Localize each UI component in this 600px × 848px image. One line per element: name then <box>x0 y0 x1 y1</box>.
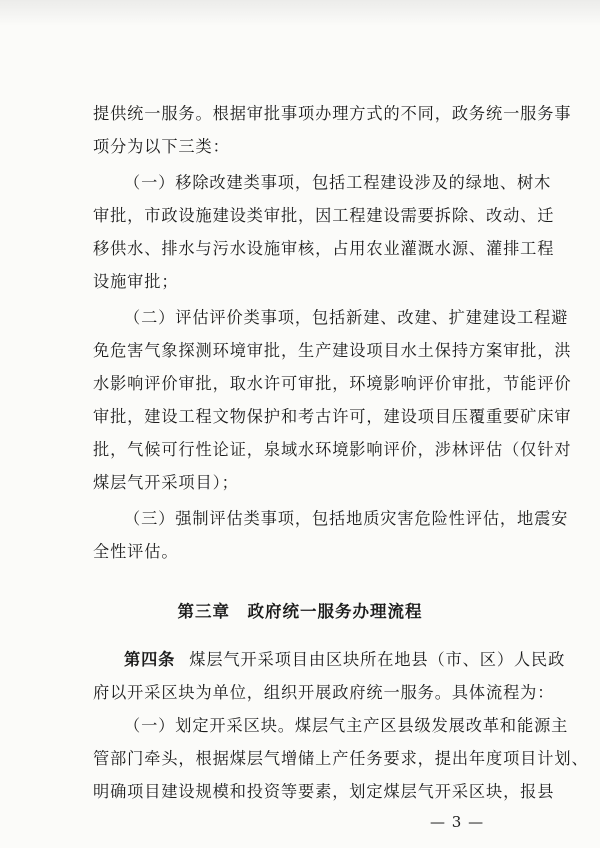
text-line-content: 明确项目建设规模和投资等要素，划定煤层气开采区块，报县 <box>93 782 555 801</box>
text-line-content: 煤层气开采项目）； <box>93 473 239 492</box>
text-line-content: 全性评估。 <box>93 542 179 561</box>
text-line-content: （一）划定开采区块。煤层气主产区县级发展改革和能源主 <box>124 716 569 735</box>
chapter-heading: 第三章 政府统一服务办理流程 <box>177 602 423 621</box>
scan-edge-shadow <box>0 0 600 26</box>
text-line <box>0 271 600 293</box>
text-line <box>0 136 600 158</box>
text-line-content: 煤层气开采项目由区块所在地县（市、区）人民政 <box>189 650 566 669</box>
article-label: 第四条 <box>124 650 176 669</box>
text-line-content: 水影响评价审批，取水许可审批，环境影响评价审批，节能评价 <box>93 374 572 393</box>
text-line-content: 免危害气象探测环境审批，生产建设项目水土保持方案审批，洪 <box>93 341 572 360</box>
text-line <box>0 373 600 395</box>
page-number: — 3 — <box>430 813 485 831</box>
text-line-content: 审批，建设工程文物保护和考古许可，建设项目压覆重要矿床审 <box>93 407 572 426</box>
text-line <box>0 172 600 194</box>
text-line <box>0 205 600 227</box>
text-line-content: （二）评估评价类事项，包括新建、改建、扩建建设工程避 <box>124 308 569 327</box>
text-line <box>0 682 600 704</box>
text-line-content: 府以开采区块为单位，组织开展政府统一服务。具体流程为： <box>93 683 555 702</box>
text-line <box>0 439 600 461</box>
text-line <box>0 406 600 428</box>
text-line-content: （三）强制评估类事项，包括地质灾害危险性评估，地震安 <box>124 509 569 528</box>
text-line <box>0 649 600 671</box>
text-line <box>0 541 600 563</box>
text-line <box>0 307 600 329</box>
text-line-content: （一）移除改建类事项，包括工程建设涉及的绿地、树木 <box>124 173 552 192</box>
text-line <box>0 508 600 530</box>
text-line <box>0 238 600 260</box>
text-line-content: 提供统一服务。根据审批事项办理方式的不同，政务统一服务事 <box>93 104 572 123</box>
text-line-content: 管部门牵头，根据煤层气增储上产任务要求，提出年度项目计划、 <box>93 749 589 768</box>
text-line <box>0 781 600 803</box>
text-line-content: 设施审批； <box>93 272 179 291</box>
text-line <box>0 715 600 737</box>
text-line-content: 项分为以下三类： <box>93 137 230 156</box>
text-line <box>0 103 600 125</box>
text-line-content: 移供水、排水与污水设施审核，占用农业灌溉水源、灌排工程 <box>93 239 555 258</box>
text-line-content: 审批，市政设施建设类审批，因工程建设需要拆除、改动、迁 <box>93 206 555 225</box>
text-line-content: 批，气候可行性论证，泉域水环境影响评价，涉林评估（仅针对 <box>93 440 572 459</box>
text-line <box>0 472 600 494</box>
text-line <box>0 340 600 362</box>
text-line <box>0 748 600 770</box>
